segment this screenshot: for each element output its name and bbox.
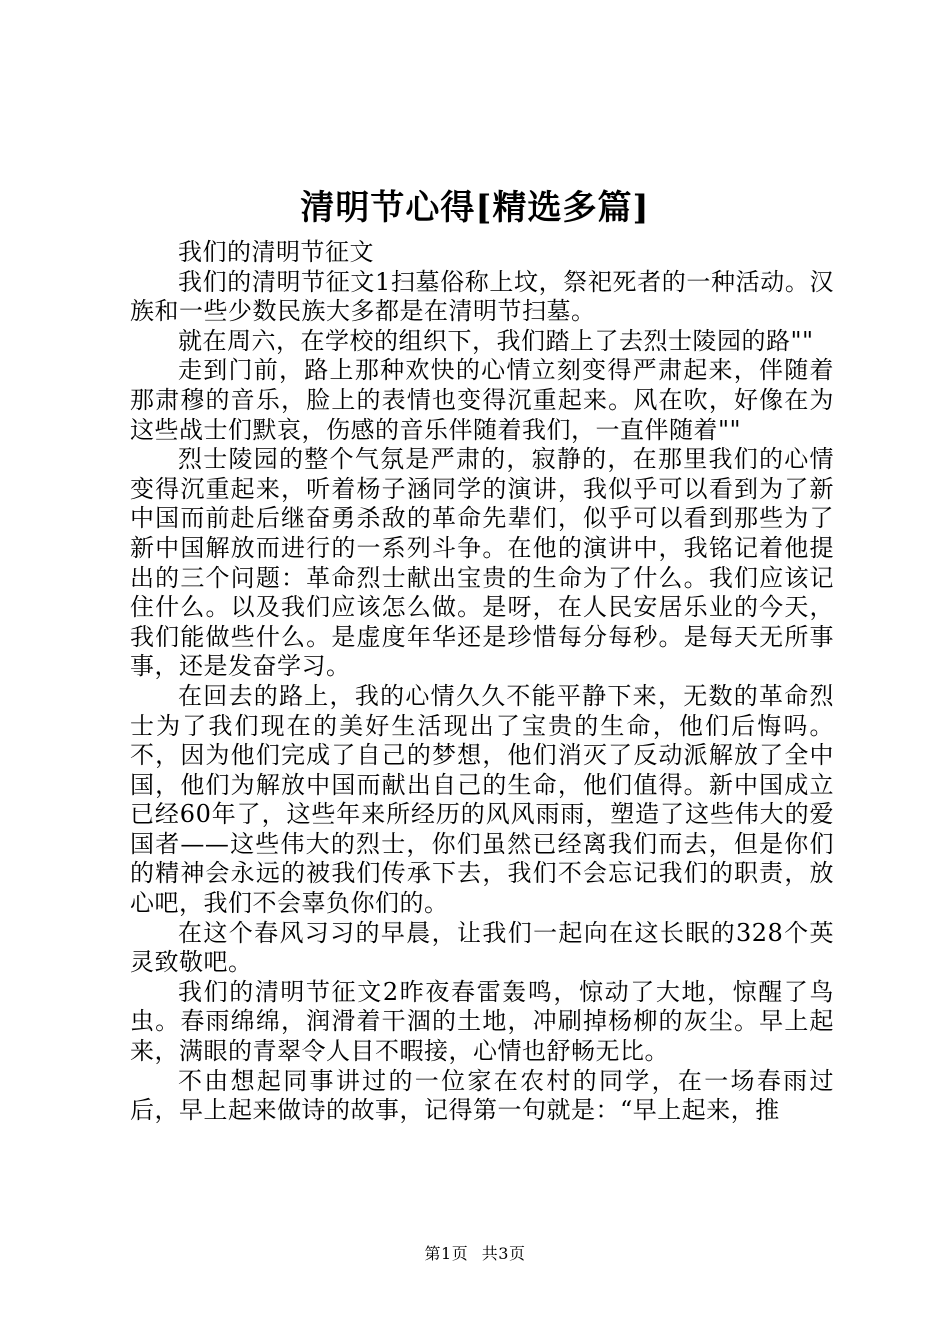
page-total: 共3页 <box>481 1244 526 1263</box>
page-number: 第1页 <box>424 1244 469 1263</box>
paragraph-heading: 我们的清明节征文 <box>178 238 374 266</box>
paragraph: 我们的清明节征文2昨夜春雷轰鸣，惊动了大地，惊醒了鸟虫。春雨绵绵，润滑着干涸的土地，冲刷掉杨柳的灰尘。早上起来，满眼的青翠令人目不暇接，心情也舒畅无比。 <box>130 977 834 1066</box>
paragraph: 烈士陵园的整个气氛是严肃的，寂静的，在那里我们的心情变得沉重起来，听着杨子涵同学的演讲，我似乎可以看到为了新中国而前赴后继奋勇杀敌的革命先辈们，似乎可以看到那些为了新中国解放而进行的一系列斗争。在他的演讲中，我铭记着他提出的三个问题：革命烈士献出宝贵的生命为了什么。我们应该记住什么。以及我们应该怎么做。是呀，在人民安居乐业的今天，我们能做些什么。是虚度年华还是珍惜每分每秒。是每天无所事事，还是发奋学习。 <box>130 445 834 681</box>
paragraph: 不由想起同事讲过的一位家在农村的同学，在一场春雨过后，早上起来做诗的故事，记得第一句就是：“早上起来，推 <box>130 1066 834 1125</box>
paragraph: 在回去的路上，我的心情久久不能平静下来，无数的革命烈士为了我们现在的美好生活现出了宝贵的生命，他们后悔吗。不，因为他们完成了自己的梦想，他们消灭了反动派解放了全中国，他们为解放中国而献出自己的生命，他们值得。新中国成立已经60年了，这些年来所经历的风风雨雨，塑造了这些伟大的爱国者——这些伟大的烈士，你们虽然已经离我们而去，但是你们的精神会永远的被我们传承下去，我们不会忘记我们的职责，放心吧，我们不会辜负你们的。 <box>130 681 834 918</box>
document-title: 清明节心得[精选多篇] <box>300 188 650 228</box>
paragraph: 我们的清明节征文1扫墓俗称上坟，祭祀死者的一种活动。汉族和一些少数民族大多都是在清明节扫墓。 <box>130 267 834 326</box>
paragraph: 就在周六，在学校的组织下，我们踏上了去烈士陵园的路"" <box>178 326 814 355</box>
document-body <box>130 238 834 1126</box>
page-footer <box>0 1244 950 1264</box>
paragraph: 在这个春风习习的早晨，让我们一起向在这长眠的328个英灵致敬吧。 <box>130 918 834 977</box>
paragraph: 走到门前，路上那种欢快的心情立刻变得严肃起来，伴随着那肃穆的音乐，脸上的表情也变得沉重起来。风在吹，好像在为这些战士们默哀，伤感的音乐伴随着我们，一直伴随着"" <box>130 356 834 444</box>
